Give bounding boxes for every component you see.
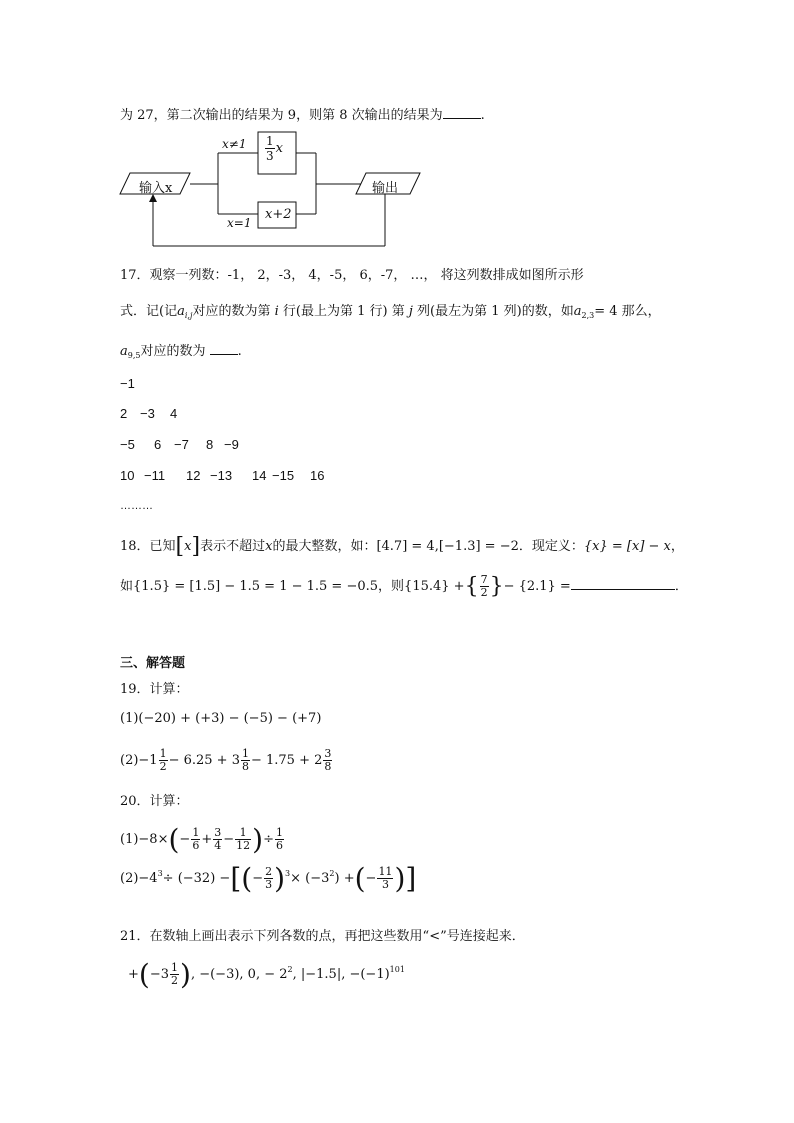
q19-part1: (1)(−20) + (+3) − (−5) − (+7) xyxy=(120,711,322,726)
q17-line1: 17．观察一列数：-1， 2，-3， 4，-5， 6，-7， …， 将这列数排成如图所示形 xyxy=(120,268,584,283)
seq-row-2: 2 −3 4 xyxy=(120,406,178,421)
q20-part1: (1)−8×(− $\frac{1}{6}$ + $\frac{3}{4}$ − $\frac{1}{12}$ )÷ $\frac{1}{6}$ xyxy=(120,823,283,856)
q17-line2: 式．记(记$a_{i,j}$对应的数为第 i 行(最上为第 1 行) 第 j 列(最左为第 1 列)的数，如$a_{2,3}= 4$ 那么， xyxy=(120,304,661,320)
q20-title: 20．计算： xyxy=(120,794,189,809)
q18-line1: 18．已知[x]表示不超过x的最大整数，如：[4.7] = 4,[−1.3] = −2．现定义：{x} = [x] − x， xyxy=(120,534,684,559)
q20-part2: $(2)-4^3\div (-32)$ −[(− $\frac{2}{3}$ )$^3\times (-3^2)$ +(− $\frac{11}{3}$ )] xyxy=(120,862,417,895)
seq-row-4: 10 −11 12 −13 14 −15 16 xyxy=(120,468,325,483)
section-title: 三、解答题 xyxy=(120,655,186,670)
seq-row-3: −5 6 −7 8 −9 xyxy=(120,437,239,452)
top-box-formula: $\frac{1}{3}$ x xyxy=(266,134,283,163)
seq-row-1: −1 xyxy=(120,376,135,391)
bottom-box-formula: x+2 xyxy=(265,207,292,222)
q21-expr: +(−3 $\frac{1}{2}$ ), −(−3), 0, − $2^2$, |−1.5|, $-(-1)^{101}$ xyxy=(128,958,405,991)
seq-ellipsis: ……… xyxy=(120,500,153,512)
input-label: 输入x xyxy=(139,181,173,196)
q18-line2: 如{1.5} = [1.5] − 1.5 = 1 − 1.5 = −0.5，则{15.4} +{ $\frac{7}{2}$ }− {2.1} = ． xyxy=(120,573,688,599)
cond-top: x≠1 xyxy=(222,137,247,151)
q19-title: 19．计算： xyxy=(120,682,189,697)
q17-line3: $a_{9,5}$对应的数为 . xyxy=(120,344,242,360)
output-label: 输出 xyxy=(372,181,399,196)
answer-blank[interactable] xyxy=(443,106,481,119)
q21-text: 21．在数轴上画出表示下列各数的点，再把这些数用“<”号连接起来． xyxy=(120,929,525,944)
cond-bottom: x=1 xyxy=(227,216,252,230)
q16-text: 为 27，第二次输出的结果为 9，则第 8 次输出的结果为 . xyxy=(120,108,485,123)
answer-blank[interactable] xyxy=(571,577,675,590)
q19-part2: (2)−1 $\frac{1}{2}$ − 6.25 + 3 $\frac{1}{8}$ − 1.75 + 2 $\frac{3}{8}$ xyxy=(120,747,332,773)
answer-blank[interactable] xyxy=(210,342,238,355)
